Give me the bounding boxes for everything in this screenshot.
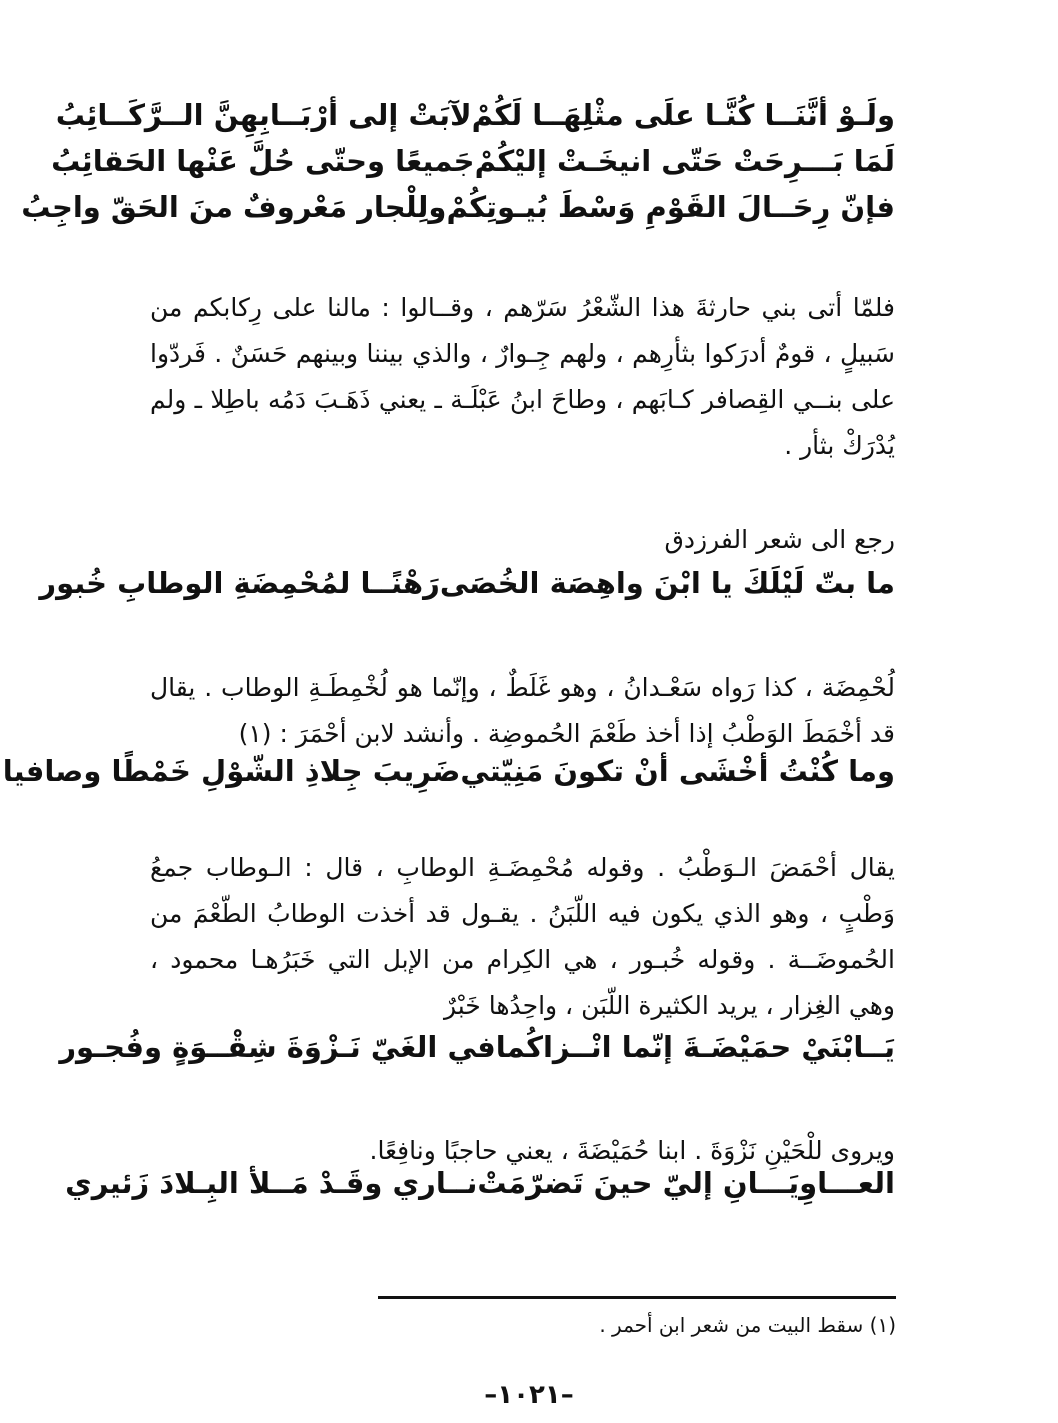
- verse-second-hemistich: لآبَتْ إلى أرْبَــابِهِنَّ الــرَّكَــائِبُ: [55, 98, 472, 132]
- footnote-divider: [378, 1296, 896, 1299]
- prose-paragraph: ويروى للْحَيْنِ نَزْوَةَ . ابنا حُمَيْضَةَ ، يعني حاجبًا ونافِعًا.: [369, 1136, 895, 1165]
- verse-second-hemistich: جَميعًا وحتّى حُلَّ عَنْها الحَقائِبُ: [51, 144, 475, 178]
- prose-paragraph: يقال أحْمَضَ الـوَطْبُ . وقوله مُحْمِضَـةِ الوطابِ ، قال : الـوطاب جمعُ وَطْبٍ ، وهو الذي يكون فيه اللّبَنُ . يقـول قد أخذت الوطابُ الطّعْمَ من الحُموضَــة . وقوله خُبـور ، هي الكِرام من الإبل التي خَبَرُهـا محمود ، وهي الغِزار ، يريد الكثيرة اللّبَن ، واحِدُها خَبْرٌ: [150, 853, 895, 1020]
- verse-second-hemistich: ضَرِيبَ جِلاذِ الشّوْلِ خَمْطًا وصافيا: [2, 754, 461, 788]
- verse-line: [59, 1030, 895, 1076]
- verse-couplet: [59, 1030, 895, 1076]
- prose-paragraph: لُحْمِضَة ، كذا رَواه سَعْـدانُ ، وهو غَلَطٌ ، وإنّما هو لُخْمِطَـةِ الوطاب . يقال قد أخْمَطَ الوَطْبُ إذا أخذ طَعْمَ الحُموضِة . وأنشد لابن أحْمَرَ : (١): [150, 673, 895, 748]
- verse-first-hemistich: وما كُنْتُ أخْشَى أنْ تكونَ مَنِيّتي: [460, 754, 895, 788]
- verse-first-hemistich: ما بتّ لَيْلَكَ يا ابْنَ واهِصَة الخُصَى: [439, 566, 895, 600]
- verse-line: [65, 1166, 895, 1212]
- verse-line: [2, 754, 895, 800]
- verse-line: [39, 566, 895, 612]
- verse-second-hemistich: في الغَيّ نَـزْوَةَ شِقْــوَةٍ وفُجـور: [59, 1030, 496, 1064]
- verse-first-hemistich: ولَـوْ أنَّنَــا كُنَّـا علَى مثْلِهَــا لَكُمْ: [471, 98, 895, 132]
- verse-line: [21, 190, 895, 236]
- poem-stanza: [21, 98, 895, 236]
- verse-first-hemistich: فإنّ رِحَــالَ القَوْمِ وَسْطَ بُيـوتِكُمْ: [446, 190, 895, 224]
- verse-first-hemistich: العـــاوِيَـــانِ إليّ حينَ تَضرّمَتْ: [477, 1166, 895, 1200]
- verse-line: [55, 98, 895, 144]
- footnote: (١) سقط البيت من شعر ابن أحمر .: [599, 1313, 896, 1337]
- prose-paragraph: فلمّا أتى بني حارثةَ هذا الشّعْرُ سَرّهم ، وقــالوا : مالنا على رِكابكم من سَبيلٍ ، قومٌ أدرَكوا بثأرِهم ، ولهم جِـوارٌ ، والذي بيننا وبينهم حَسَنٌ . فَردّوا على بنــي القِصافر كـابَهم ، وطاحَ ابنُ عَبْلَـة ـ يعني ذَهَـبَ دَمُه باطِلا ـ ولم يُدْرَكْ بثأر .: [150, 293, 895, 460]
- section-heading: رجع الى شعر الفرزدق: [664, 525, 895, 554]
- verse-first-hemistich: يَــابْنَيْ حمَيْضَـةَ إنّما انْــزاكُما: [495, 1030, 895, 1064]
- verse-couplet: [2, 754, 895, 800]
- page-number: –١٠٢١–: [484, 1380, 574, 1410]
- verse-line: [51, 144, 895, 190]
- verse-second-hemistich: نــاري وقَـدْ مَــلأ البِـلادَ زَئيري: [65, 1166, 478, 1200]
- verse-couplet: [65, 1166, 895, 1212]
- verse-second-hemistich: ولِلْجار مَعْروفٌ منَ الحَقّ واجِبُ: [21, 190, 447, 224]
- verse-first-hemistich: لَمَا بَـــرِحَتْ حَتّى انيخَـتْ إليْكُمْ: [474, 144, 895, 178]
- verse-second-hemistich: رَهْنًــا لمُحْمِضَةِ الوطابِ خُبور: [39, 566, 440, 600]
- verse-couplet: [39, 566, 895, 612]
